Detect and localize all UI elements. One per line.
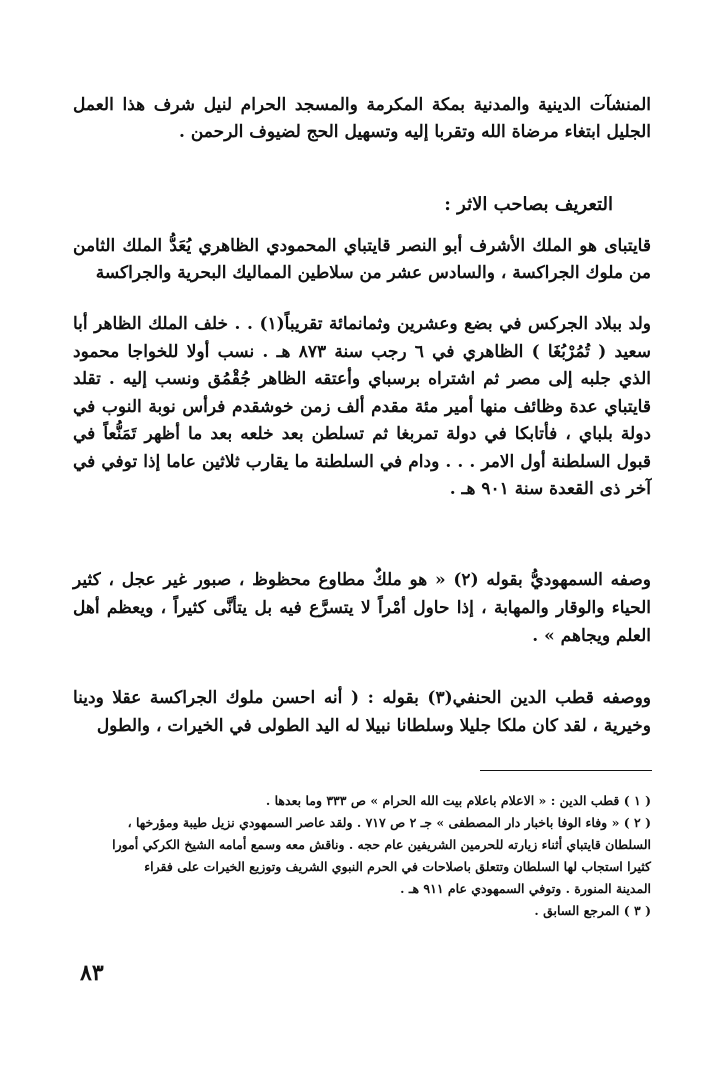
footnote-line: ( ٣ ) المرجع السابق . — [534, 903, 651, 918]
identity-paragraph: قايتباى هو الملك الأشرف أبو النصر قايتباي المحمودي الظاهري يُعَدُّ الملك الثامن من ملوك الجراكسة ، والسادس عشر من سلاطين المماليك البحرية والجراكسة — [73, 236, 651, 283]
footnote-line: المدينة المنورة . وتوفي السمهودي عام ٩١١ هـ . — [400, 881, 651, 896]
footnote-line: كثيرا استجاب لها السلطان وتتعلق باصلاحات في الحرم النبوي الشريف وتوزيع الخيرات على فقراء — [144, 859, 651, 874]
biography-paragraph: ولد ببلاد الجركس في بضع وعشرين وثمانمائة تقريباً(١) . . خلف الملك الظاهر أبا سعيد ( تُمُرْبُغَا ) الظاهري في ٦ رجب سنة ٨٧٣ هـ . نسب أولا للخواجا محمود الذي جلبه إلى مصر ثم اشتراه برسباي وأعتقه الظاهر جُقْمُق ونسب إليه . تقلد قايتباي عدة وظائف منها أمير مئة مقدم ألف زمن خوشقدم فرأس نوبة النوب في دولة بلباي ، فأتابكا في دولة تمربغا ثم تسلطن بعد خلعه بعد ما أظهر تَمَنُّعاً في قبول السلطنة أول الامر . . . ودام في السلطنة ما يقارب ثلاثين عاما إذا توفي في آخر ذى القعدة سنة ٩٠١ هـ . — [73, 314, 651, 499]
footnote-line: ( ١ ) قطب الدين : « الاعلام باعلام بيت الله الحرام » ص ٣٣٣ وما بعدها . — [265, 793, 651, 808]
footnote-line: ( ٢ ) « وفاء الوفا باخبار دار المصطفى » جـ ٢ ص ٧١٧ . ولقد عاصر السمهودي نزيل طيبة ومؤرخها ، — [127, 815, 651, 830]
footnote-divider — [480, 770, 652, 771]
section-heading: التعريف بصاحب الاثر : — [444, 194, 613, 215]
footnotes — [111, 790, 651, 922]
footnote-line: السلطان قايتباي أثناء زيارته للحرمين الشريفين عام حجه . وناقش معه وسمع أمامه الشيخ الكركي أمورا — [112, 837, 651, 852]
samhudi-quote-paragraph: وصفه السمهوديُّ بقوله (٢) « هو ملكٌ مطاوع محظوظ ، صبور غير عجل ، كثير الحياء والوقار والمهابة ، إذا حاول أمْراً لا يتسرَّع فيه بل يتأنَّى كثيراً ، ويعظم أهل العلم ويجاهم » . — [73, 570, 651, 646]
page-number: ٨٣ — [80, 960, 104, 986]
qutb-quote-paragraph: ووصفه قطب الدين الحنفي(٣) بقوله : ( أنه احسن ملوك الجراكسة عقلا ودينا وخيرية ، لقد كان ملكا جليلا وسلطانا نبيلا له اليد الطولى في الخيرات ، والطول — [73, 688, 652, 736]
intro-paragraph: المنشآت الدينية والمدنية بمكة المكرمة والمسجد الحرام لنيل شرف هذا العمل الجليل ابتغاء مرضاة الله وتقربا إليه وتسهيل الحج لضيوف الرحمن . — [73, 95, 651, 142]
